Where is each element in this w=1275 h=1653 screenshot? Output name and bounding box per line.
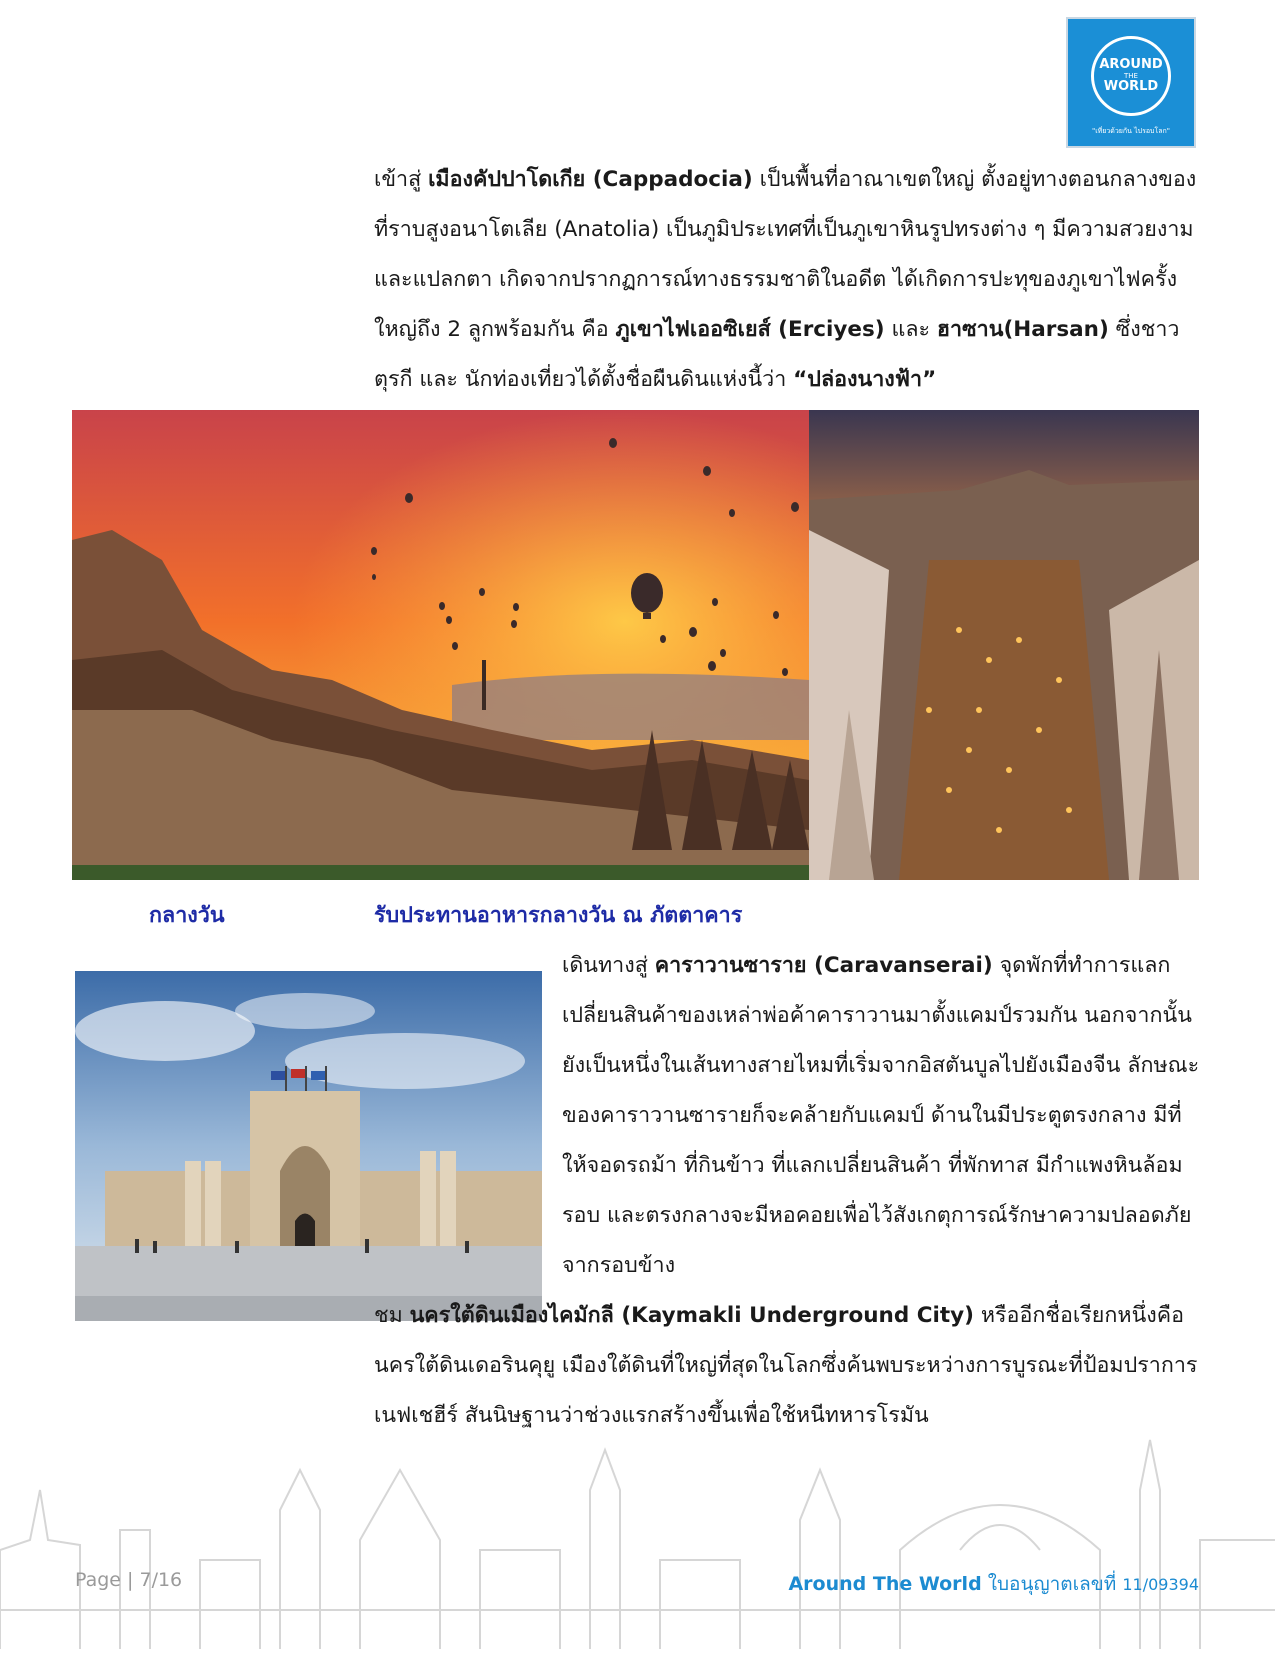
logo-tagline: "เที่ยวด้วยกัน ไปรอบโลก"	[1092, 127, 1170, 135]
cappadocia-sunset-photo	[72, 410, 809, 880]
text-run: หรืออีกชื่อเรียกหนึ่งคือ นครใต้ดินเดอรินคุยู เมืองใต้ดินที่ใหญ่ที่สุดในโลกซึ่งค้นพบระหว่างการบูรณะที่ป้อมปราการเนฟเชฮีร์ สันนิษฐานว่าช่วงแรกสร้างขึ้นเพื่อใช้หนีทหารโรมัน	[374, 1303, 1198, 1428]
license-footer	[788, 1569, 1199, 1599]
text-run: ซึ่งชาวตุรกี และ นักท่องเที่ยวได้ตั้งชื่อผืนดินแห่งนี้ว่า	[374, 317, 1180, 392]
kaymakli-paragraph	[374, 1291, 1200, 1441]
logo-text-around: AROUND	[1099, 57, 1163, 72]
text-run: ชม	[374, 1303, 410, 1328]
text-run: เป็นพื้นที่อาณาเขตใหญ่ ตั้งอยู่ทางตอนกลางของที่ราบสูงอนาโตเลีย (Anatolia) เป็นภูมิประเทศที่เป็นภูเขาหินรูปทรงต่าง ๆ มีความสวยงามและแปลกตา เกิดจากปรากฏการณ์ทางธรรมชาติในอดีต ได้เกิดการปะทุของภูเขาไฟครั้งใหญ่ถึง 2 ลูกพร้อมกัน คือ	[374, 167, 1197, 342]
cappadocia-name: เมืองคัปปาโดเกีย (Cappadocia)	[428, 167, 753, 192]
text-run: จุดพักที่ทำการแลกเปลี่ยนสินค้าของเหล่าพ่อค้าคาราวานมาตั้งแคมป์รวมกัน นอกจากนั้นยังเป็นหนึ่งในเส้นทางสายไหมที่เริ่มจากอิสตันบูลไปยังเมืองจีน ลักษณะของคาราวานซารายก็จะคล้ายกับแคมป์ ด้านในมีประตูตรงกลาง มีที่ให้จอดรถม้า ที่กินข้าว ที่แลกเปลี่ยนสินค้า ที่พักทาส มีกำแพงหินล้อมรอบ และตรงกลางจะมีหอคอยเพื่อไว้สังเกตุการณ์รักษาความปลอดภัยจากรอบข้าง	[562, 953, 1200, 1278]
text-run: และ	[884, 317, 937, 342]
caravanserai-name: คาราวานซาราย (Caravanserai)	[654, 953, 993, 978]
caravanserai-paragraph	[562, 941, 1200, 1291]
license-label: ใบอนุญาตเลขที่	[981, 1573, 1123, 1595]
lunch-description: รับประทานอาหารกลางวัน ณ ภัตตาคาร	[374, 903, 743, 928]
cappadocia-paragraph	[374, 155, 1200, 405]
logo-text-world: WORLD	[1103, 79, 1159, 94]
company-logo	[1066, 17, 1196, 148]
cappadocia-night-photo	[809, 410, 1199, 880]
istanbul-skyline-watermark	[0, 1430, 1275, 1649]
globe-icon	[1091, 36, 1171, 116]
page-number: Page | 7/16	[75, 1569, 183, 1591]
logo-text-the: THE	[1124, 72, 1138, 80]
text-run: เดินทางสู่	[562, 953, 655, 978]
harsan-name: ฮาซาน(Harsan)	[936, 317, 1109, 342]
erciyes-name: ภูเขาไฟเออซิเยส์ (Erciyes)	[615, 317, 885, 342]
lunch-time-label: กลางวัน	[149, 903, 225, 928]
fairy-chimney-name: “ปล่องนางฟ้า”	[793, 367, 937, 392]
footer-brand: Around The World	[788, 1573, 982, 1595]
license-number: 11/09394	[1122, 1575, 1199, 1594]
kaymakli-name: นครใต้ดินเมืองไคมักลี (Kaymakli Underground City)	[409, 1303, 974, 1328]
caravanserai-photo	[75, 971, 542, 1321]
text-run: เข้าสู่	[374, 167, 429, 192]
